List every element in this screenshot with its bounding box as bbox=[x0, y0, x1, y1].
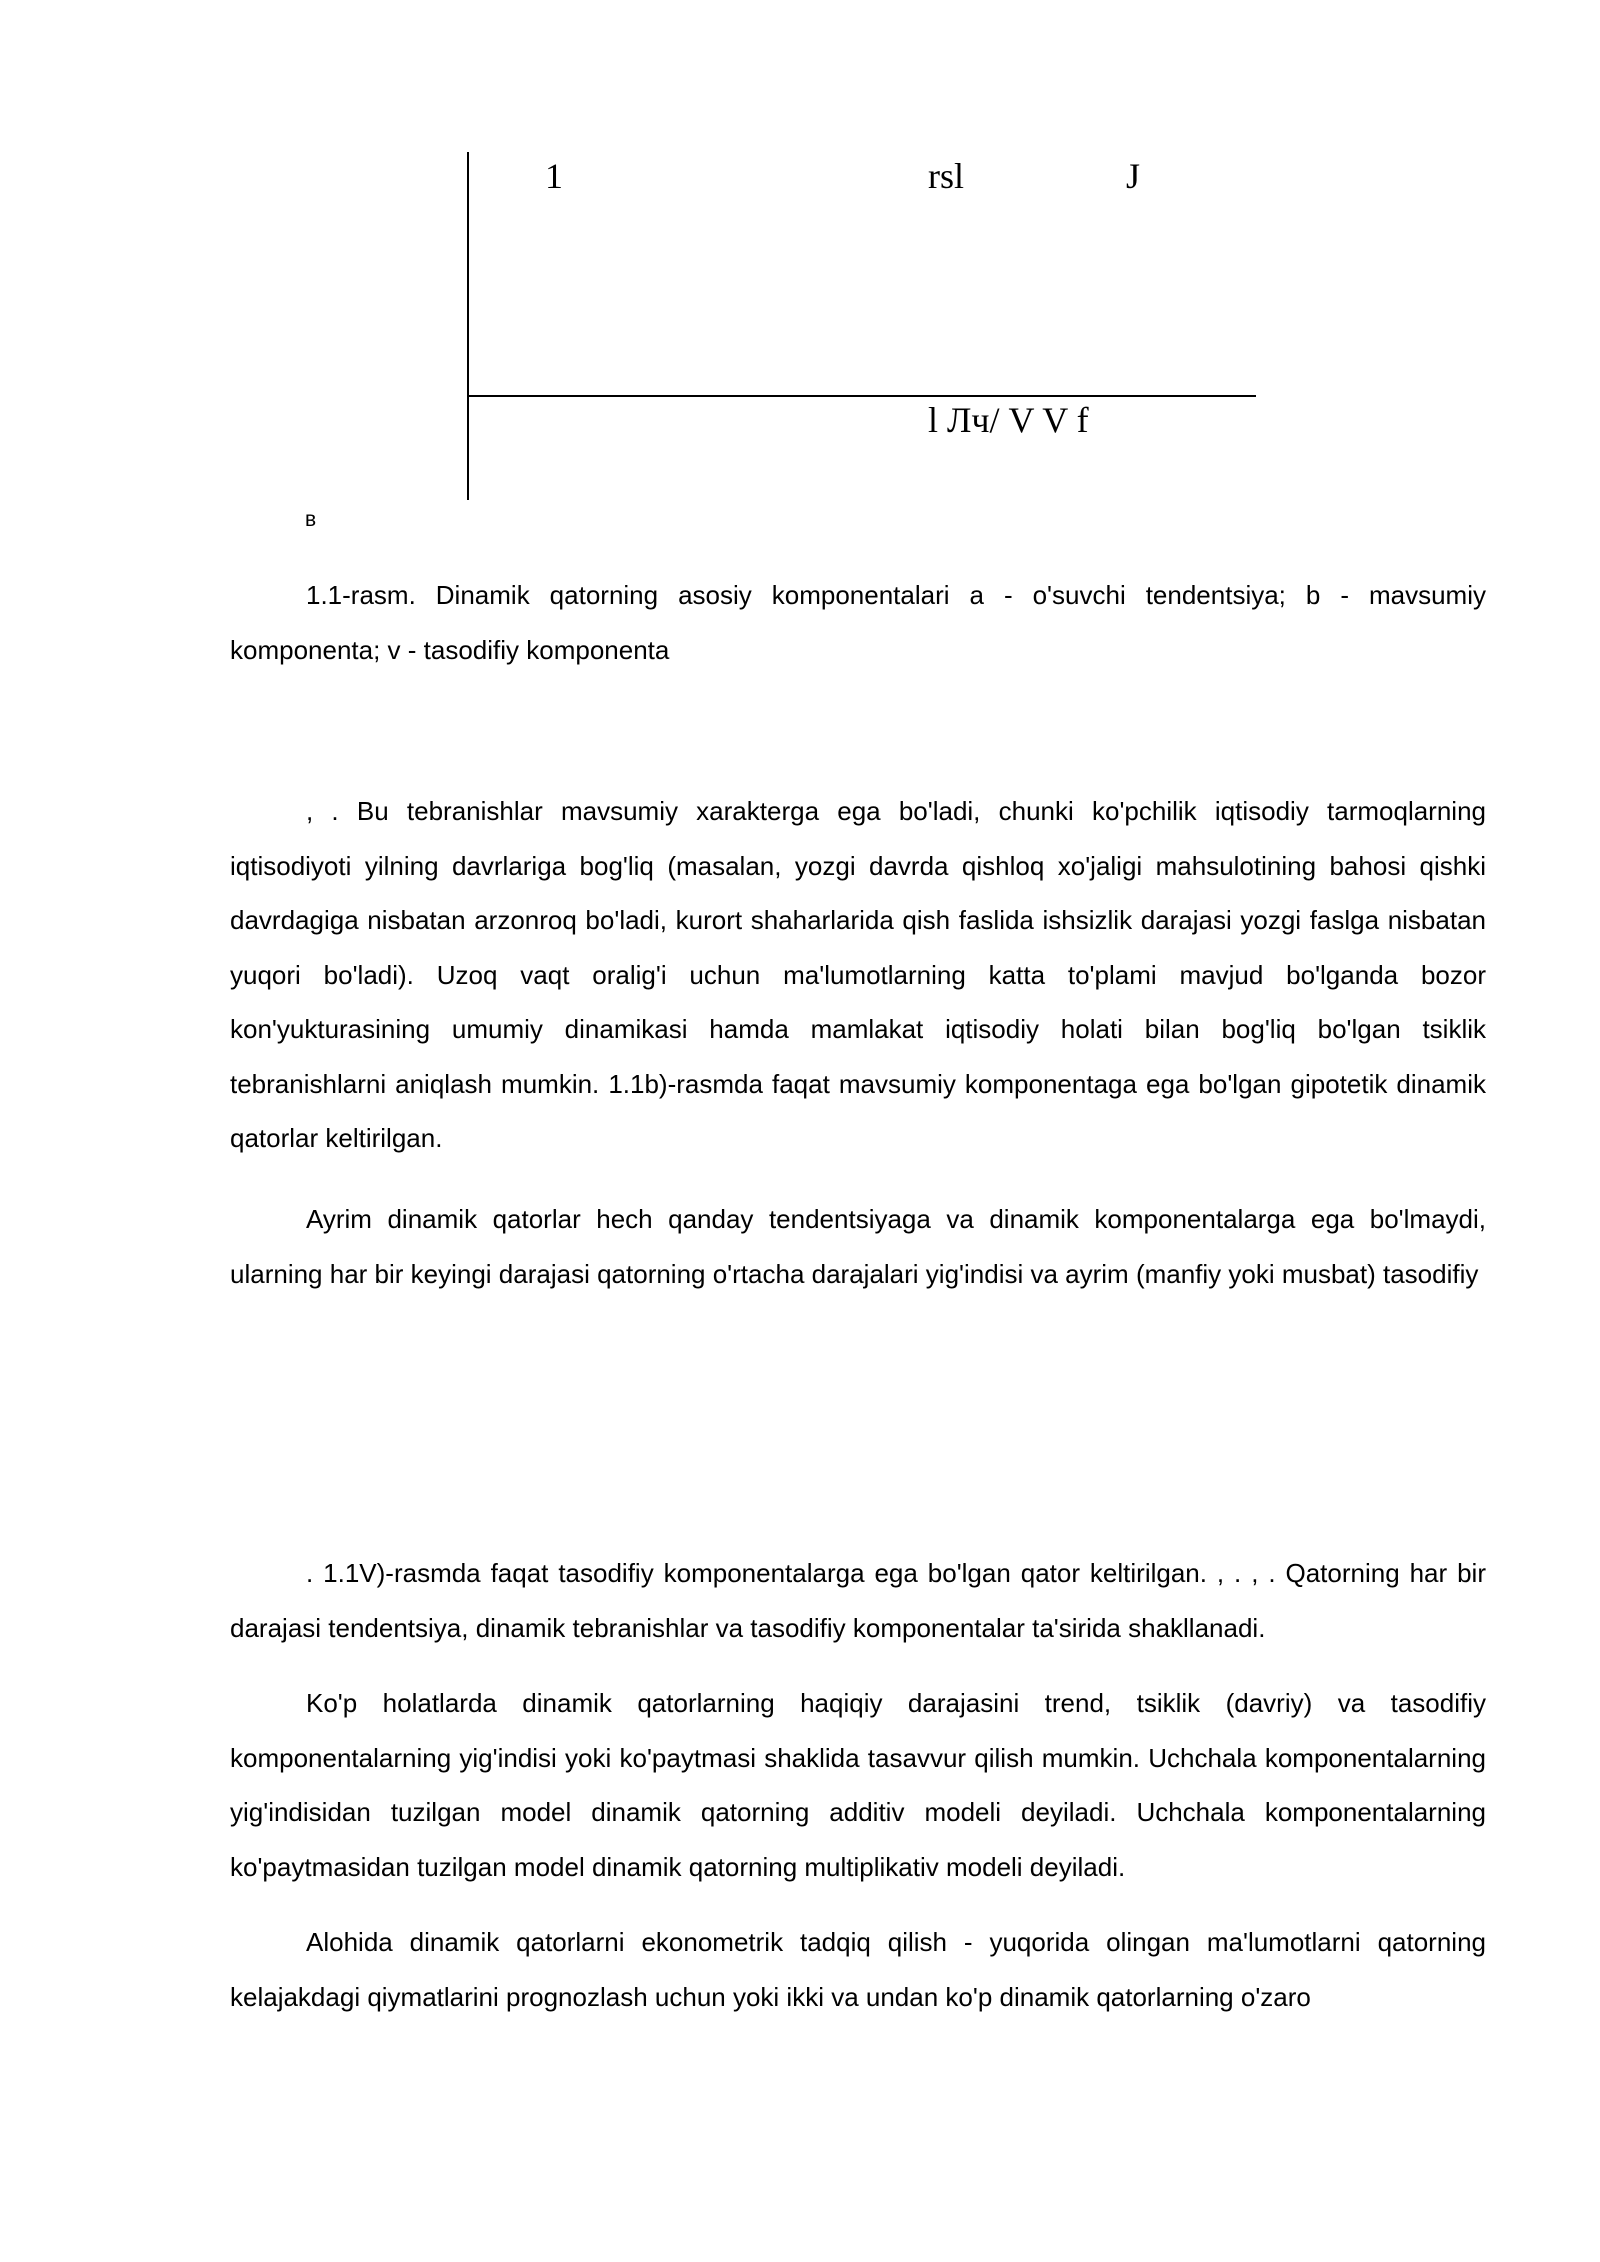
figure-caption: 1.1-rasm. Dinamik qatorning asosiy komponentalari a - o'suvchi tendentsiya; b - mavsumiy komponenta; v - tasodifiy komponenta bbox=[230, 580, 1486, 665]
paragraph-models: Ko'p holatlarda dinamik qatorlarning haqiqiy darajasini trend, tsiklik (davriy) va tasodifiy komponentalarning yig'indisi yoki ko'paytmasi shaklida tasavvur qilish mumkin. Uchchala komponentalarning yig'indisidan tuzilgan model dinamik qatorning additiv modeli deyiladi. Uchchala komponentalarning ko'paytmasidan tuzilgan model dinamik qatorning multiplikativ modeli deyiladi. bbox=[230, 1688, 1486, 1882]
figure-axes bbox=[0, 0, 1600, 520]
panel-letter-v: в bbox=[305, 508, 317, 531]
paragraph-random-figure: . 1.1V)-rasmda faqat tasodifiy komponentalarga ega bo'lgan qator keltirilgan. , . , . Qatorning har bir darajasi tendentsiya, dinamik tebranishlar va tasodifiy komponentalar ta'sirida shakllanadi. bbox=[230, 1558, 1486, 1643]
figure-axis-label: l Лч/ V V f bbox=[928, 400, 1089, 440]
paragraph-random-intro: Ayrim dinamik qatorlar hech qanday tendentsiyaga va dinamik komponentalarga ega bo'lmaydi, ularning har bir keyingi darajasi qatorning o'rtacha darajalari yig'indisi va ayrim (manfiy yoki musbat) tasodifiy bbox=[230, 1204, 1486, 1289]
figure-label-j: J bbox=[1126, 156, 1141, 196]
paragraph-econometric: Alohida dinamik qatorlarni ekonometrik tadqiq qilish - yuqorida olingan ma'lumotlarni qatorning kelajakdagi qiymatlarini prognozlash uchun yoki ikki va undan ko'p dinamik qatorlarning o'zaro bbox=[230, 1927, 1486, 2012]
figure-1-1 bbox=[0, 0, 1600, 520]
figure-label-rsl: rsl bbox=[928, 156, 964, 196]
paragraph-seasonal: , . Bu tebranishlar mavsumiy xarakterga ega bo'ladi, chunki ko'pchilik iqtisodiy tarmoqlarning iqtisodiyoti yilning davrlariga bog'liq (masalan, yozgi davrda qishloq xo'jaligi mahsulotining bahosi qishki davrdagiga nisbatan arzonroq bo'ladi, kurort shaharlarida qish faslida ishsizlik darajasi yozgi faslga nisbatan yuqori bo'ladi). Uzoq vaqt oralig'i uchun ma'lumotlarning katta to'plami mavjud bo'lganda bozor kon'yukturasining umumiy dinamikasi hamda mamlakat iqtisodiy holati bilan bog'liq bo'lgan tsiklik tebranishlarni aniqlash mumkin. 1.1b)-rasmda faqat mavsumiy komponentaga ega bo'lgan gipotetik dinamik qatorlar keltirilgan. bbox=[230, 796, 1486, 1153]
figure-label-1: 1 bbox=[545, 156, 563, 196]
